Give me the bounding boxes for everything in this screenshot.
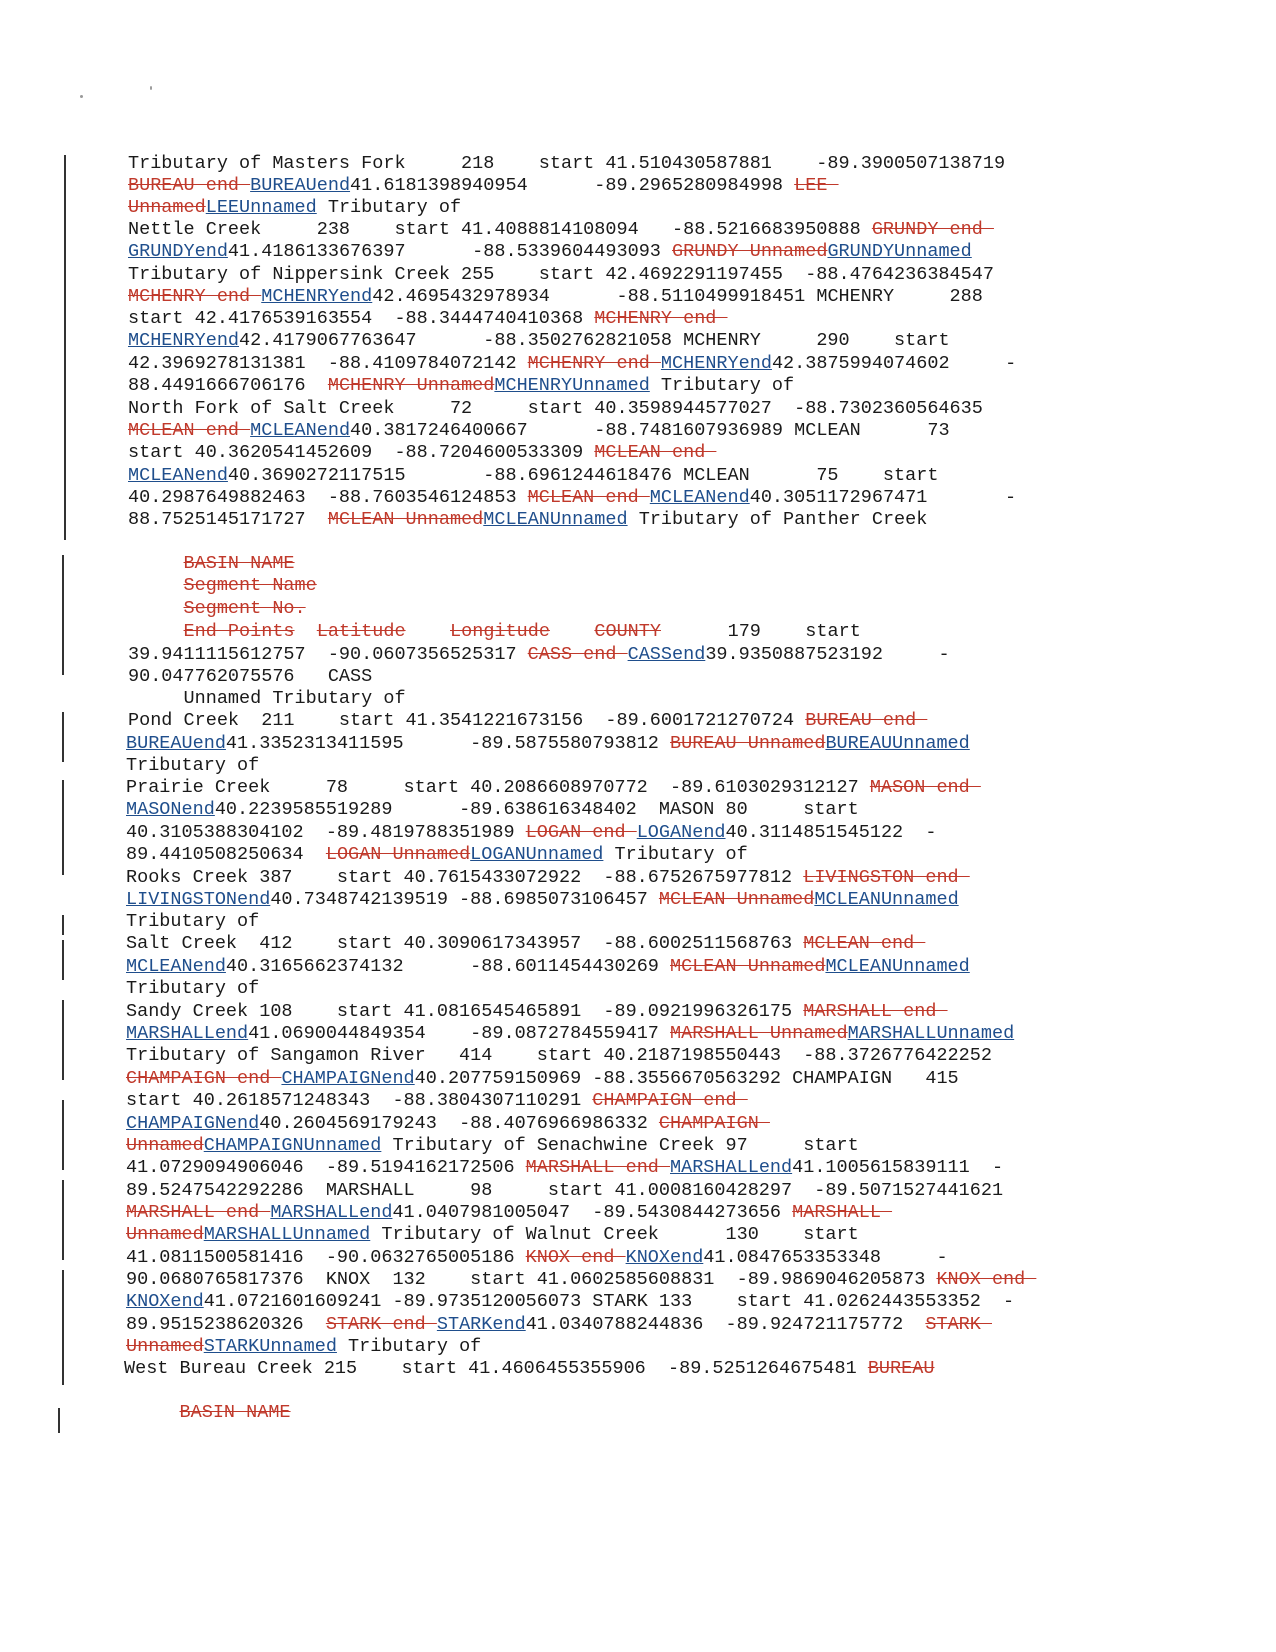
deleted-text: MARSHALL end <box>803 1001 948 1022</box>
inserted-text: CHAMPAIGNUnnamed <box>203 1135 382 1156</box>
text-run: 41.1005615839111 - <box>792 1157 1004 1178</box>
text-line <box>128 620 861 643</box>
text-run <box>128 553 184 574</box>
text-run: 41.6181398940954 -89.2965280984998 <box>350 175 795 196</box>
text-run <box>128 621 184 642</box>
deleted-text: BUREAU Unnamed <box>670 733 826 754</box>
change-bar <box>62 640 64 670</box>
text-run: 88.7525145171727 <box>128 509 328 530</box>
deleted-text: LOGAN end <box>525 822 637 843</box>
text-run: Tributary of Panther Creek <box>627 509 928 530</box>
deleted-text: End Points <box>183 621 295 642</box>
deleted-text: Unnamed <box>126 1336 204 1357</box>
text-run: 42.3969278131381 -88.4109784072142 <box>128 353 528 374</box>
deleted-text: BUREAU end <box>805 710 928 731</box>
text-run: 40.2239585519289 -89.638616348402 MASON 80 start <box>214 799 859 820</box>
text-run: 41.0847653353348 - <box>703 1247 948 1268</box>
text-line <box>126 866 970 889</box>
deleted-text: MCHENRY end <box>527 353 661 374</box>
inserted-text: CHAMPAIGNend <box>281 1068 415 1089</box>
deleted-text: Segment Name <box>183 575 317 596</box>
deleted-text: CHAMPAIGN <box>658 1113 770 1134</box>
deleted-text: GRUNDY end <box>871 219 994 240</box>
deleted-text: CHAMPAIGN end <box>126 1068 282 1089</box>
text-line <box>126 977 259 1000</box>
text-line <box>128 352 1016 375</box>
text-run: 41.0729094906046 -89.5194162172506 <box>126 1157 526 1178</box>
deleted-text: MARSHALL Unnamed <box>670 1023 848 1044</box>
text-line <box>128 263 994 286</box>
text-line <box>126 843 748 866</box>
deleted-text: Latitude <box>316 621 406 642</box>
text-line <box>126 1156 1003 1179</box>
text-line <box>126 1223 859 1246</box>
inserted-text: MCLEANUnnamed <box>483 509 628 530</box>
text-line <box>126 1313 992 1336</box>
text-run: Tributary of Sangamon River 414 start 40.2187198550443 -88.3726776422252 <box>126 1045 992 1066</box>
inserted-text: KNOXend <box>126 1291 204 1312</box>
inserted-text: LOGANend <box>636 822 726 843</box>
text-line <box>128 374 794 397</box>
text-run: Tributary of Nippersink Creek 255 start 42.4692291197455 -88.4764236384547 <box>128 264 994 285</box>
change-bar <box>62 780 64 875</box>
text-run: 41.0340788244836 -89.924721175772 <box>525 1314 926 1335</box>
text-run: 40.3817246400667 -88.7481607936989 MCLEAN 73 <box>350 420 950 441</box>
inserted-text: MCLEANend <box>128 465 228 486</box>
deleted-text: MCLEAN end <box>803 933 926 954</box>
text-line <box>126 1044 992 1067</box>
inserted-text: LOGANUnnamed <box>470 844 604 865</box>
deleted-text: BUREAU <box>867 1358 935 1379</box>
text-line <box>126 1022 1014 1045</box>
text-line <box>126 732 970 755</box>
text-line <box>128 464 938 487</box>
deleted-text: MCLEAN end <box>594 442 717 463</box>
text-line <box>126 955 970 978</box>
text-line <box>126 1246 948 1269</box>
change-bar <box>62 1180 64 1260</box>
text-run: 90.047762075576 CASS <box>128 666 373 687</box>
text-line <box>128 218 994 241</box>
text-run: Pond Creek 211 start 41.3541221673156 -89.6001721270724 <box>128 710 806 731</box>
text-run: North Fork of Salt Creek 72 start 40.3598944577027 -88.7302360564635 <box>128 398 983 419</box>
deleted-text: MCLEAN Unnamed <box>658 889 815 910</box>
inserted-text: MARSHALLUnnamed <box>203 1224 371 1245</box>
inserted-text: LEEUnnamed <box>205 197 317 218</box>
text-run: 39.9350887523192 - <box>705 644 950 665</box>
inserted-text: MCLEANend <box>126 956 226 977</box>
text-run: Tributary of <box>126 755 260 776</box>
text-run <box>128 598 184 619</box>
deleted-text: STARK <box>925 1314 992 1335</box>
text-line <box>128 574 317 597</box>
text-run: West Bureau Creek 215 start 41.4606455355906 -89.5251264675481 <box>124 1358 868 1379</box>
text-line <box>126 1112 770 1135</box>
deleted-text: LIVINGSTON end <box>803 867 970 888</box>
change-bar <box>62 1335 64 1385</box>
scan-speck <box>150 86 152 90</box>
inserted-text: MCHENRYend <box>660 353 772 374</box>
text-run: 88.4491666706176 <box>128 375 328 396</box>
inserted-text: GRUNDYend <box>128 241 228 262</box>
deleted-text: CHAMPAIGN end <box>592 1090 748 1111</box>
text-line <box>126 754 259 777</box>
inserted-text: KNOXend <box>625 1247 704 1268</box>
text-line <box>128 174 839 197</box>
text-run: 40.7348742139519 -88.6985073106457 <box>270 889 659 910</box>
text-line <box>128 152 1005 175</box>
inserted-text: BUREAUUnnamed <box>825 733 970 754</box>
text-run: 40.3114851545122 - <box>725 822 937 843</box>
change-bar <box>62 1000 64 1080</box>
inserted-text: MCLEANUnnamed <box>814 889 959 910</box>
text-line <box>128 687 406 710</box>
text-run: 40.2987649882463 -88.7603546124853 <box>128 487 528 508</box>
inserted-text: MCHENRYend <box>128 330 240 351</box>
text-run: Tributary of Walnut Creek 130 start <box>370 1224 859 1245</box>
deleted-text: MCLEAN end <box>128 420 251 441</box>
text-run: Tributary of <box>316 197 462 218</box>
text-run <box>550 621 594 642</box>
text-run: Tributary of Senachwine Creek 97 start <box>381 1135 859 1156</box>
change-bar <box>62 940 64 980</box>
text-run: 40.3690272117515 -88.6961244618476 MCLEAN 75 start <box>227 465 939 486</box>
text-line <box>128 643 950 666</box>
text-run: start 40.3620541452609 -88.7204600533309 <box>128 442 595 463</box>
deleted-text: MARSHALL end <box>525 1157 670 1178</box>
deleted-text: BASIN NAME <box>179 1402 291 1423</box>
text-line <box>126 1268 1036 1291</box>
text-run: Salt Creek 412 start 40.3090617343957 -88.6002511568763 <box>126 933 804 954</box>
inserted-text: CASSend <box>627 644 706 665</box>
deleted-text: KNOX end <box>936 1269 1037 1290</box>
text-line <box>128 397 983 420</box>
text-run: 89.4410508250634 <box>126 844 326 865</box>
text-line <box>126 932 925 955</box>
inserted-text: MCLEANend <box>649 487 750 508</box>
text-line <box>128 552 295 575</box>
text-run: 179 start <box>660 621 861 642</box>
deleted-text: BUREAU end <box>128 175 251 196</box>
deleted-text: Longitude <box>450 621 550 642</box>
deleted-text: KNOX end <box>525 1247 626 1268</box>
text-line <box>126 821 936 844</box>
text-run: Sandy Creek 108 start 41.0816545465891 -89.0921996326175 <box>126 1001 804 1022</box>
deleted-text: BASIN NAME <box>183 553 295 574</box>
text-run <box>295 621 317 642</box>
deleted-text: MASON end <box>869 777 981 798</box>
inserted-text: MCLEANUnnamed <box>825 956 970 977</box>
text-run: 40.3051172967471 - <box>749 487 1017 508</box>
inserted-text: MCHENRYend <box>261 286 373 307</box>
deleted-text: MCLEAN Unnamed <box>327 509 484 530</box>
text-run <box>128 575 184 596</box>
text-line <box>126 798 859 821</box>
text-line <box>126 910 259 933</box>
text-line <box>128 508 927 531</box>
text-run: 39.9411115612757 -90.0607356525317 <box>128 644 528 665</box>
deleted-text: GRUNDY Unnamed <box>672 241 828 262</box>
inserted-text: CHAMPAIGNend <box>126 1113 260 1134</box>
change-bar <box>62 1270 64 1340</box>
deleted-text: LOGAN Unnamed <box>325 844 471 865</box>
text-line <box>126 1089 748 1112</box>
text-line <box>124 1357 934 1380</box>
inserted-text: STARKend <box>436 1314 526 1335</box>
text-run: 41.3352313411595 -89.5875580793812 <box>225 733 670 754</box>
inserted-text: MASONend <box>126 799 215 820</box>
text-line <box>128 240 972 263</box>
text-run: 89.9515238620326 <box>126 1314 326 1335</box>
inserted-text: MCLEANend <box>250 420 351 441</box>
text-line <box>126 1179 1003 1202</box>
text-line <box>128 419 950 442</box>
text-line <box>126 1201 892 1224</box>
text-run: Tributary of <box>126 978 260 999</box>
text-line <box>126 1290 1014 1313</box>
deleted-text: Segment No. <box>183 598 306 619</box>
text-line <box>128 709 927 732</box>
text-run: 41.0721601609241 -89.9735120056073 STARK 133 start 41.0262443553352 - <box>203 1291 1015 1312</box>
deleted-text: MCLEAN end <box>527 487 650 508</box>
text-run: 40.3105388304102 -89.4819788351989 <box>126 822 526 843</box>
text-run <box>406 621 450 642</box>
text-run: Tributary of <box>126 911 260 932</box>
text-line <box>126 888 959 911</box>
text-run: 41.0690044849354 -89.0872784559417 <box>248 1023 670 1044</box>
text-line <box>124 1401 291 1424</box>
inserted-text: STARKUnnamed <box>203 1336 337 1357</box>
text-line <box>128 597 306 620</box>
inserted-text: MARSHALLUnnamed <box>847 1023 1015 1044</box>
change-bar <box>62 915 64 935</box>
deleted-text: STARK end <box>325 1314 437 1335</box>
deleted-text: MCLEAN Unnamed <box>670 956 826 977</box>
text-run: Prairie Creek 78 start 40.2086608970772 -89.6103029312127 <box>126 777 870 798</box>
deleted-text: MCHENRY end <box>128 286 262 307</box>
text-run: 41.0811500581416 -90.0632765005186 <box>126 1247 526 1268</box>
text-run: Tributary of <box>336 1336 482 1357</box>
text-run: 41.4186133676397 -88.5339604493093 <box>227 241 672 262</box>
change-bar <box>62 1100 64 1170</box>
text-run: 90.0680765817376 KNOX 132 start 41.0602585608831 -89.9869046205873 <box>126 1269 937 1290</box>
deleted-text: MARSHALL end <box>126 1202 271 1223</box>
deleted-text: CASS end <box>527 644 628 665</box>
text-run: 42.4695432978934 -88.5110499918451 MCHENRY 288 <box>372 286 983 307</box>
text-run: Nettle Creek 238 start 41.4088814108094 -88.5216683950888 <box>128 219 872 240</box>
text-run: 89.5247542292286 MARSHALL 98 start 41.0008160428297 -89.5071527441621 <box>126 1180 1004 1201</box>
deleted-text: MCHENRY Unnamed <box>327 375 495 396</box>
inserted-text: MARSHALLend <box>126 1023 249 1044</box>
text-line <box>128 441 716 464</box>
change-bar <box>64 155 66 540</box>
text-run: Tributary of <box>603 844 748 865</box>
deleted-text: Unnamed <box>128 197 206 218</box>
text-line <box>126 1335 481 1358</box>
inserted-text: GRUNDYUnnamed <box>827 241 972 262</box>
text-line <box>126 1134 859 1157</box>
change-bar <box>62 712 64 762</box>
inserted-text: MARSHALLend <box>670 1157 793 1178</box>
inserted-text: LIVINGSTONend <box>126 889 271 910</box>
text-line <box>126 1000 948 1023</box>
text-line <box>128 285 983 308</box>
text-run: start 40.2618571248343 -88.3804307110291 <box>126 1090 593 1111</box>
change-bar <box>58 1408 60 1433</box>
inserted-text: BUREAUend <box>126 733 226 754</box>
text-run <box>124 1402 180 1423</box>
text-run: 41.0407981005047 -89.5430844273656 <box>392 1202 793 1223</box>
inserted-text: MCHENRYUnnamed <box>494 375 650 396</box>
text-run: 42.4179067763647 -88.3502762821058 MCHENRY 290 start <box>239 330 950 351</box>
text-line <box>126 776 981 799</box>
scan-speck <box>80 95 83 98</box>
text-run: start 42.4176539163554 -88.3444740410368 <box>128 308 595 329</box>
text-run: Unnamed Tributary of <box>128 688 406 709</box>
text-line <box>128 329 950 352</box>
inserted-text: MARSHALLend <box>270 1202 393 1223</box>
text-run: Tributary of Masters Fork 218 start 41.510430587881 -89.3900507138719 <box>128 153 1006 174</box>
text-line <box>128 307 728 330</box>
text-run: Tributary of <box>649 375 795 396</box>
text-run: Rooks Creek 387 start 40.7615433072922 -88.6752675977812 <box>126 867 804 888</box>
deleted-text: Unnamed <box>126 1224 204 1245</box>
text-line <box>126 1067 959 1090</box>
text-line <box>128 486 1016 509</box>
deleted-text: MCHENRY end <box>594 308 728 329</box>
deleted-text: Unnamed <box>126 1135 204 1156</box>
text-run: 42.3875994074602 - <box>771 353 1017 374</box>
inserted-text: BUREAUend <box>250 175 351 196</box>
text-run: 40.207759150969 -88.3556670563292 CHAMPAIGN 415 <box>414 1068 959 1089</box>
deleted-text: LEE <box>794 175 839 196</box>
text-line <box>128 196 461 219</box>
deleted-text: MARSHALL <box>792 1202 893 1223</box>
text-run: 40.3165662374132 -88.6011454430269 <box>225 956 670 977</box>
deleted-text: COUNTY <box>594 621 661 642</box>
text-run: 40.2604569179243 -88.4076966986332 <box>259 1113 659 1134</box>
text-line <box>128 665 372 688</box>
